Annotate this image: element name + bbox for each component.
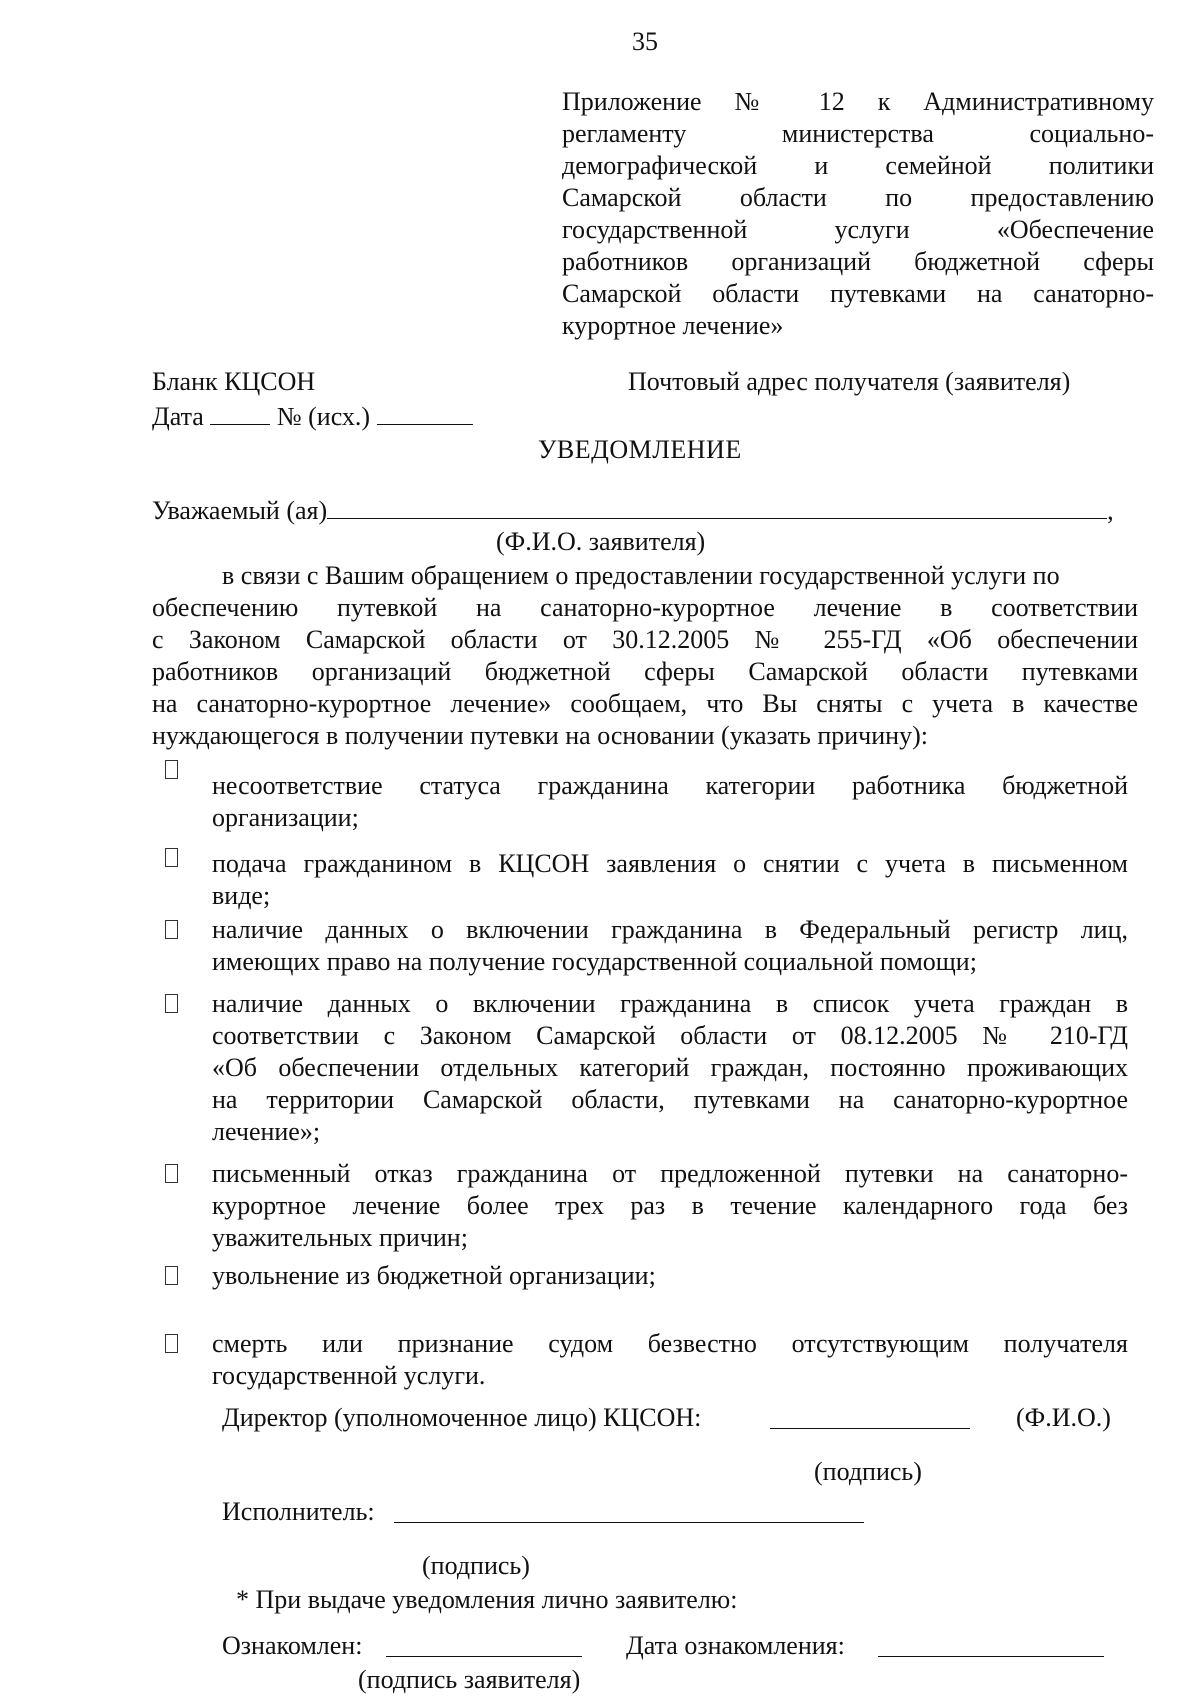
reason-item [212,1260,1128,1292]
applicant-signature-caption: (подпись заявителя) [358,1665,581,1694]
postal-address-label: Почтовый адрес получателя (заявителя) [628,367,1071,396]
reason-line: курортное лечение более трех раз в течение календарного года без [212,1191,1128,1220]
acquainted-label: Ознакомлен: [222,1631,363,1660]
reason-checkbox-death[interactable] [165,1334,178,1353]
body-line: нуждающегося в получении путевки на основании (указать причину): [152,721,928,750]
appendix-line: Самарской области по предоставлению [562,183,1154,212]
document-title: УВЕДОМЛЕНИЕ [538,435,742,464]
reason-line: письменный отказ гражданина от предложенной путевки на санаторно- [212,1159,1128,1188]
reason-checkbox-federal-register[interactable] [165,920,178,939]
appendix-line: Приложение № 12 к Административному [562,87,1154,116]
body-line: на санаторно-курортное лечение» сообщаем, что Вы сняты с учета в качестве [152,689,1138,718]
reason-line: виде; [212,881,271,910]
director-label: Директор (уполномоченное лицо) КЦСОН: [222,1403,702,1432]
reason-line: организации; [212,803,359,832]
reason-checkbox-status[interactable] [165,760,178,779]
reason-line: подача гражданином в КЦСОН заявления о снятии с учета в письменном [212,849,1128,878]
reason-item [212,1158,1128,1254]
reason-item [212,914,1128,978]
notification-body [152,560,1138,752]
appendix-line: работников организаций бюджетной сферы [562,247,1154,276]
director-row [222,1402,701,1434]
reason-line: наличие данных о включении гражданина в Федеральный регистр лиц, [212,915,1128,944]
reason-checkbox-application[interactable] [165,848,178,867]
appendix-line: демографической и семейной политики [562,151,1154,180]
appendix-line: государственной услуги «Обеспечение [562,215,1154,244]
reason-item [212,848,1128,912]
body-line: работников организаций бюджетной сферы Самарской области путевками [152,657,1138,686]
greeting-row [152,494,1114,527]
acquaint-date-field[interactable] [878,1632,1104,1657]
reason-line: «Об обеспечении отдельных категорий граждан, постоянно проживающих [212,1053,1128,1082]
applicant-name-field[interactable] [327,494,1107,519]
page-number: 35 [632,27,658,56]
appendix-line: курортное лечение» [562,311,784,340]
date-field[interactable] [210,400,270,425]
reason-line: государственной услуги. [212,1361,486,1390]
applicant-name-caption: (Ф.И.О. заявителя) [496,527,706,556]
executor-label: Исполнитель: [222,1497,375,1526]
body-line: в связи с Вашим обращением о предоставлении государственной услуги по [222,561,1060,590]
date-label: Дата [152,402,204,431]
director-signature-caption: (подпись) [814,1457,922,1486]
greeting-comma: , [1107,496,1114,525]
appendix-note [562,86,1154,342]
director-signature-field[interactable] [770,1404,970,1429]
greeting-label: Уважаемый (ая) [152,496,328,525]
body-line: обеспечению путевкой на санаторно-курортное лечение в соответствии [152,593,1138,622]
outgoing-number-label: № (исх.) [276,402,371,431]
reason-checkbox-refusal[interactable] [165,1164,178,1183]
reason-checkbox-other-list[interactable] [165,994,178,1013]
reason-line: уважительных причин; [212,1223,468,1252]
director-name-label: (Ф.И.О.) [1016,1403,1111,1432]
reason-line: лечение»; [212,1117,321,1146]
reason-item [212,988,1128,1148]
body-line: с Законом Самарской области от 30.12.2005 № 255-ГД «Об обеспечении [152,625,1138,654]
appendix-line: регламенту министерства социально- [562,119,1154,148]
acquaint-date-label: Дата ознакомления: [626,1631,845,1660]
reason-line: увольнение из бюджетной организации; [212,1261,656,1290]
outgoing-number-field[interactable] [377,400,473,425]
appendix-line: Самарской области путевками на санаторно- [562,279,1154,308]
personal-delivery-note: * При выдаче уведомления лично заявителю: [236,1585,738,1614]
reason-line: на территории Самарской области, путевками на санаторно-курортное [212,1085,1128,1114]
date-row [152,400,473,433]
reason-line: соответствии с Законом Самарской области от 08.12.2005 № 210-ГД [212,1021,1128,1050]
executor-signature-caption: (подпись) [422,1551,530,1580]
reason-item [212,1328,1128,1392]
reason-line: несоответствие статуса гражданина категории работника бюджетной [212,771,1128,800]
reason-line: смерть или признание судом безвестно отсутствующим получателя [212,1329,1128,1358]
reason-line: наличие данных о включении гражданина в список учета граждан в [212,989,1128,1018]
reason-item [212,770,1128,834]
reason-checkbox-dismissal[interactable] [165,1266,178,1285]
executor-signature-field[interactable] [394,1498,864,1523]
acquainted-signature-field[interactable] [386,1632,582,1657]
reason-line: имеющих право на получение государственной социальной помощи; [212,947,977,976]
blank-label: Бланк КЦСОН [152,367,316,396]
